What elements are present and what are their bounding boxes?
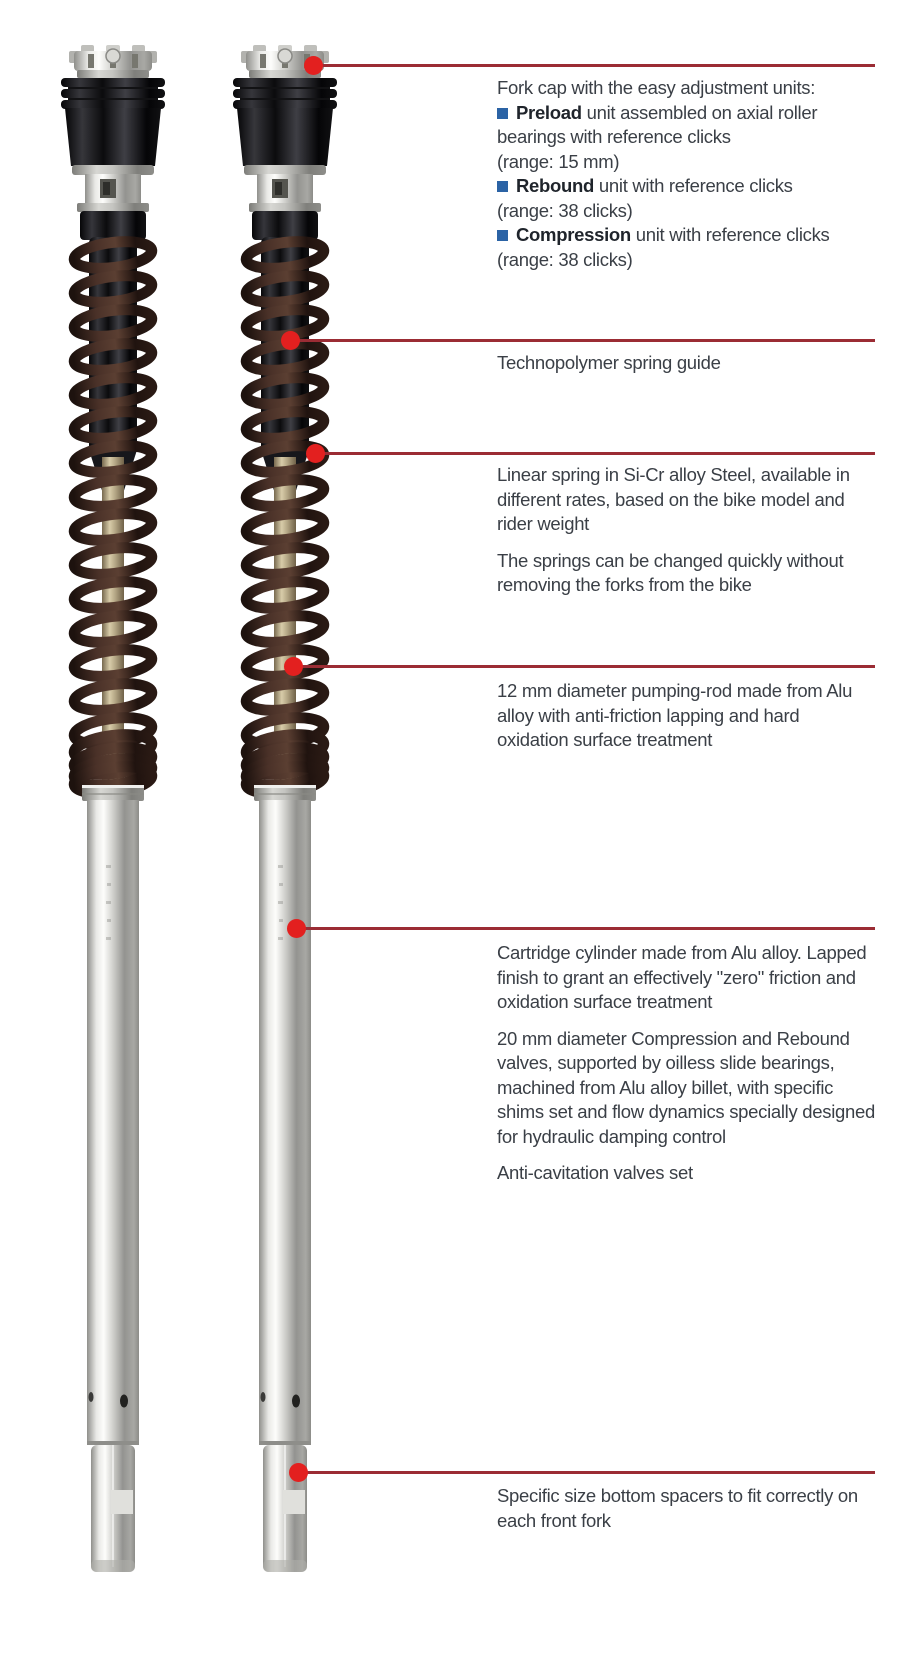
callout-range: (range: 38 clicks) bbox=[497, 199, 633, 221]
callout-paragraph: Specific size bottom spacers to fit correctly on each front fork bbox=[497, 1485, 858, 1531]
callout-cartridge-cylinder bbox=[497, 941, 875, 1186]
fork-illustration-left bbox=[61, 45, 165, 1572]
callout-dot-pumping-rod bbox=[284, 657, 303, 676]
callout-bullet-item: Preload unit assembled on axial roller bearings with reference clicks bbox=[497, 101, 818, 147]
callout-dot-bottom-spacers bbox=[289, 1463, 308, 1482]
callout-title: Fork cap with the easy adjustment units: bbox=[497, 77, 816, 98]
callout-fork-cap bbox=[497, 76, 875, 272]
callout-paragraph: 12 mm diameter pumping-rod made from Alu alloy with anti-friction lapping and hard oxidation surface treatment bbox=[497, 680, 853, 750]
callout-bullet-item: Compression unit with reference clicks bbox=[497, 223, 875, 248]
callout-paragraph: Linear spring in Si-Cr alloy Steel, available in different rates, based on the bike model and rider weight bbox=[497, 464, 850, 534]
callout-paragraph: The springs can be changed quickly without removing the forks from the bike bbox=[497, 549, 844, 595]
lead-line-pumping-rod bbox=[293, 665, 875, 668]
bullet-square-icon bbox=[497, 181, 508, 192]
callout-dot-linear-spring bbox=[306, 444, 325, 463]
callout-pumping-rod bbox=[497, 679, 875, 753]
callout-linear-spring bbox=[497, 463, 875, 598]
callout-paragraph: 20 mm diameter Compression and Rebound valves, supported by oilless slide bearings, machined from Alu alloy billet, with specific shims set and flow dynamics specially designed for hydraulic damping control bbox=[497, 1027, 875, 1147]
callout-paragraph: Anti-cavitation valves set bbox=[497, 1162, 693, 1183]
lead-line-spring-guide bbox=[290, 339, 875, 342]
bullet-square-icon bbox=[497, 230, 508, 241]
callout-dot-fork-cap bbox=[304, 56, 323, 75]
lead-line-linear-spring bbox=[315, 452, 875, 455]
callout-range: (range: 15 mm) bbox=[497, 150, 620, 172]
lead-line-bottom-spacers bbox=[298, 1471, 875, 1474]
callout-spring-guide bbox=[497, 351, 875, 376]
bullet-square-icon bbox=[497, 108, 508, 119]
callout-paragraph: Cartridge cylinder made from Alu alloy. Lapped finish to grant an effectively "zero" friction and oxidation surface treatment bbox=[497, 942, 867, 1012]
callout-bullet-item: Rebound unit with reference clicks bbox=[497, 174, 875, 199]
callout-bottom-spacers bbox=[497, 1484, 875, 1533]
fork-illustration-right bbox=[233, 45, 337, 1572]
lead-line-fork-cap bbox=[313, 64, 875, 67]
callout-dot-cartridge-cylinder bbox=[287, 919, 306, 938]
callout-range: (range: 38 clicks) bbox=[497, 248, 633, 270]
lead-line-cartridge-cylinder bbox=[296, 927, 875, 930]
callout-paragraph: Technopolymer spring guide bbox=[497, 352, 721, 373]
callout-dot-spring-guide bbox=[281, 331, 300, 350]
